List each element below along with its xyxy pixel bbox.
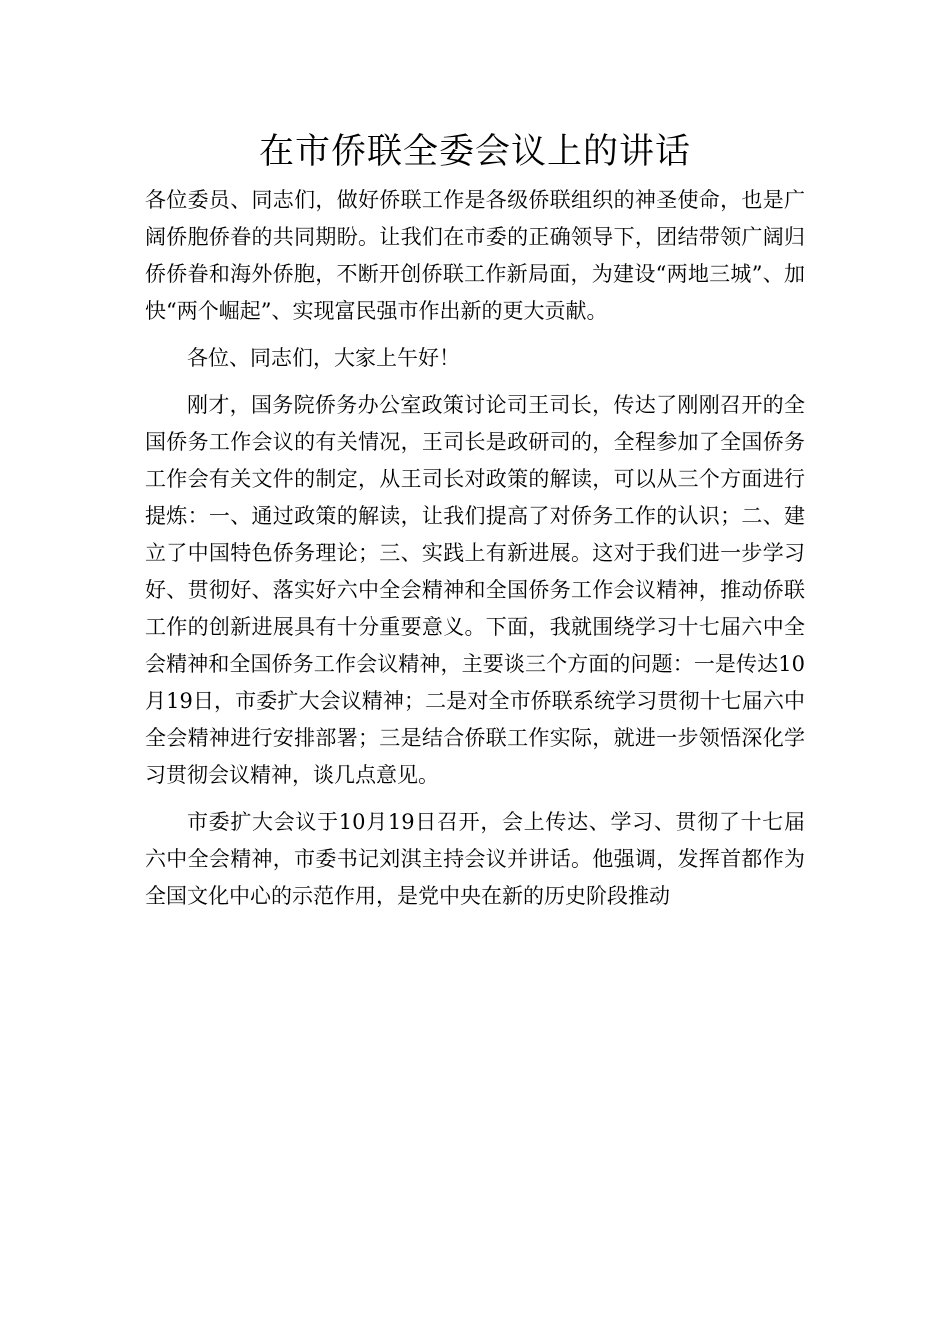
paragraph-intro: 刚才，国务院侨务办公室政策讨论司王司长，传达了刚刚召开的全国侨务工作会议的有关情况，王司长是政研司的，全程参加了全国侨务工作会有关文件的制定，从王司长对政策的解读，可以从三个方面进行提炼：一、通过政策的解读，让我们提高了对侨务工作的认识；二、建立了中国特色侨务理论；三、实践上有新进展。这对于我们进一步学习好、贯彻好、落实好六中全会精神和全国侨务工作会议精神，推动侨联工作的创新进展具有十分重要意义。下面，我就围绕学习十七届六中全会精神和全国侨务工作会议精神，主要谈三个方面的问题：一是传达10月19日，市委扩大会议精神；二是对全市侨联系统学习贯彻十七届六中全会精神进行安排部署；三是结合侨联工作实际，就进一步领悟深化学习贯彻会议精神，谈几点意见。	[145, 393, 805, 787]
document-body	[145, 182, 805, 925]
paragraph-greeting: 各位、同志们，大家上午好！	[187, 346, 460, 370]
paragraph-meeting: 市委扩大会议于10月19日召开，会上传达、学习、贯彻了十七届六中全会精神，市委书记刘淇主持会议并讲话。他强调，发挥首都作为全国文化中心的示范作用，是党中央在新的历史阶段推动	[145, 810, 805, 908]
document-title: 在市侨联全委会议上的讲话	[258, 132, 691, 172]
paragraph-opening: 各位委员、同志们，做好侨联工作是各级侨联组织的神圣使命，也是广阔侨胞侨眷的共同期盼。让我们在市委的正确领导下，团结带领广阔归侨侨眷和海外侨胞，不断开创侨联工作新局面，为建设“两地三城”、加快“两个崛起”、实现富民强市作出新的更大贡献。	[145, 188, 805, 323]
